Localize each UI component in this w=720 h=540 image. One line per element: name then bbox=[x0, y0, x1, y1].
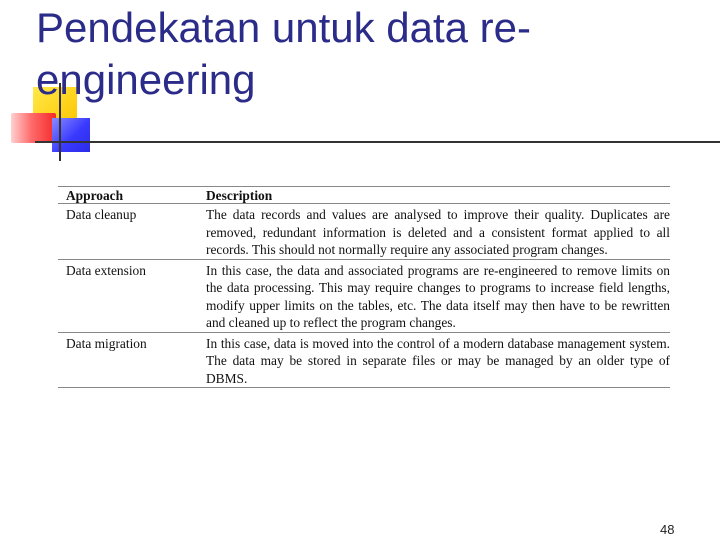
decorative-red-square bbox=[11, 113, 56, 143]
column-header-description: Description bbox=[198, 187, 670, 204]
approach-table bbox=[58, 186, 670, 388]
title-divider-line bbox=[35, 141, 720, 143]
table-header-row bbox=[58, 187, 670, 204]
description-cell: The data records and values are analysed to improve their quality. Duplicates are removed, redundant information is deleted and a consistent format applied to all records. This should not normally require any associated program changes. bbox=[198, 204, 670, 260]
table-row bbox=[58, 259, 670, 332]
page-number: 48 bbox=[660, 522, 675, 537]
column-header-approach: Approach bbox=[58, 187, 198, 204]
approach-cell: Data cleanup bbox=[58, 204, 198, 260]
table-row bbox=[58, 204, 670, 260]
decorative-blue-square bbox=[52, 118, 90, 152]
slide-title: Pendekatan untuk data re-engineering bbox=[36, 4, 532, 103]
approach-cell: Data migration bbox=[58, 332, 198, 388]
description-cell: In this case, the data and associated programs are re-engineered to remove limits on the data processing. This may require changes to programs to increase field lengths, modify upper limits on the tables, etc. The data itself may then have to be rewritten and cleaned up to reflect the program changes. bbox=[198, 259, 670, 332]
table-row bbox=[58, 332, 670, 388]
approach-cell: Data extension bbox=[58, 259, 198, 332]
description-cell: In this case, data is moved into the control of a modern database management system. The data may be stored in separate files or may be managed by an older type of DBMS. bbox=[198, 332, 670, 388]
